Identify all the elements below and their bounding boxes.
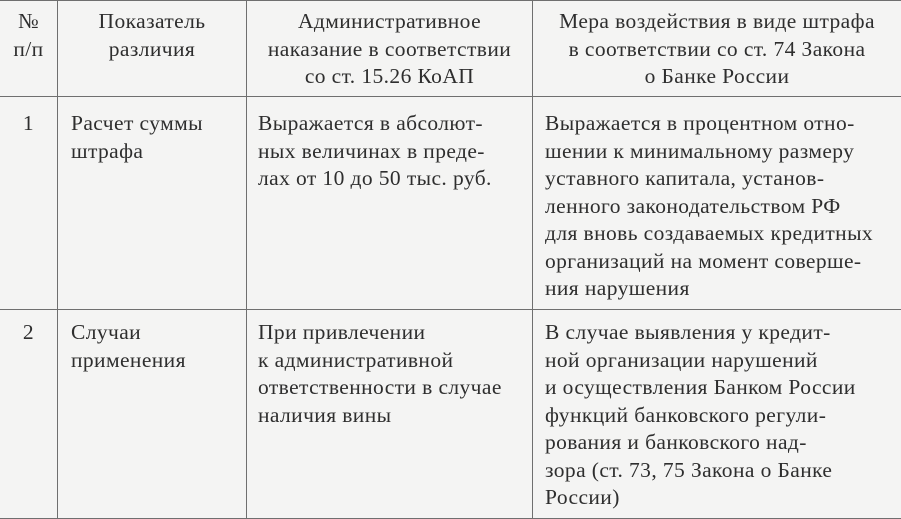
fine-measure-cell bbox=[533, 97, 901, 309]
cell-text-line: для вновь создаваемых кредитных bbox=[545, 221, 874, 245]
cell-text-line: ленного законодательством РФ bbox=[545, 193, 841, 218]
cell-text-line: наличия вины bbox=[258, 402, 392, 427]
header-text-line: Административное bbox=[297, 9, 482, 33]
indicator-cell bbox=[58, 310, 247, 518]
indicator-cell bbox=[58, 97, 247, 309]
header-text-line: Мера воздействия в виде штрафа bbox=[559, 9, 875, 33]
cell-text-line: функций банковского регули- bbox=[545, 402, 827, 427]
table-row bbox=[0, 97, 901, 310]
table-row bbox=[0, 310, 901, 519]
cell-text-line: штрафа bbox=[71, 138, 144, 163]
administrative-penalty-cell bbox=[247, 310, 533, 518]
header-text-line: в соответствии со ст. 74 Закона bbox=[568, 36, 866, 61]
header-text-line: различия bbox=[108, 36, 196, 61]
header-cell-number bbox=[0, 1, 58, 96]
fine-measure-cell bbox=[533, 310, 901, 518]
cell-text-line: ных величинах в преде- bbox=[258, 138, 485, 163]
header-cell-fine-measure bbox=[533, 1, 901, 96]
cell-text-line: Выражается в процентном отно- bbox=[545, 111, 855, 135]
cell-text-line: При привлечении bbox=[258, 320, 426, 344]
header-text-line: п/п bbox=[13, 36, 44, 61]
cell-text-line: и осуществления Банком России bbox=[545, 375, 856, 399]
header-text-line: наказание в соответствии bbox=[267, 36, 512, 61]
cell-text-line: шении к минимальному размеру bbox=[545, 138, 855, 163]
header-text-line: со ст. 15.26 КоАП bbox=[304, 64, 475, 88]
header-text-line: о Банке России bbox=[644, 64, 790, 88]
row-number: 1 bbox=[22, 111, 35, 135]
cell-text-line: Выражается в абсолют- bbox=[258, 111, 483, 135]
cell-text-line: рования и банковского над- bbox=[545, 430, 807, 454]
cell-text-line: лах от 10 до 50 тыс. руб. bbox=[258, 166, 492, 190]
cell-text-line: ной организации нарушений bbox=[545, 347, 818, 372]
cell-text-line: Расчет суммы bbox=[71, 111, 203, 135]
cell-text-line: ответственности в случае bbox=[258, 375, 502, 399]
cell-text-line: уставного капитала, установ- bbox=[545, 166, 825, 190]
administrative-penalty-cell bbox=[247, 97, 533, 309]
header-cell-indicator bbox=[58, 1, 247, 96]
cell-text-line: к административной bbox=[258, 347, 454, 372]
cell-text-line: ния нарушения bbox=[545, 276, 690, 300]
row-number-cell bbox=[0, 97, 58, 309]
cell-text-line: организаций на момент соверше- bbox=[545, 248, 862, 273]
row-number-cell bbox=[0, 310, 58, 518]
row-number: 2 bbox=[22, 320, 35, 344]
cell-text-line: применения bbox=[71, 347, 186, 372]
header-text-line: № bbox=[18, 9, 39, 33]
table-header-row bbox=[0, 0, 901, 97]
cell-text-line: Случаи bbox=[71, 320, 142, 344]
cell-text-line: зора (ст. 73, 75 Закона о Банке bbox=[545, 457, 833, 482]
header-cell-administrative-penalty bbox=[247, 1, 533, 96]
cell-text-line: В случае выявления у кредит- bbox=[545, 320, 831, 344]
cell-text-line: России) bbox=[545, 485, 620, 509]
header-text-line: Показатель bbox=[98, 9, 206, 33]
